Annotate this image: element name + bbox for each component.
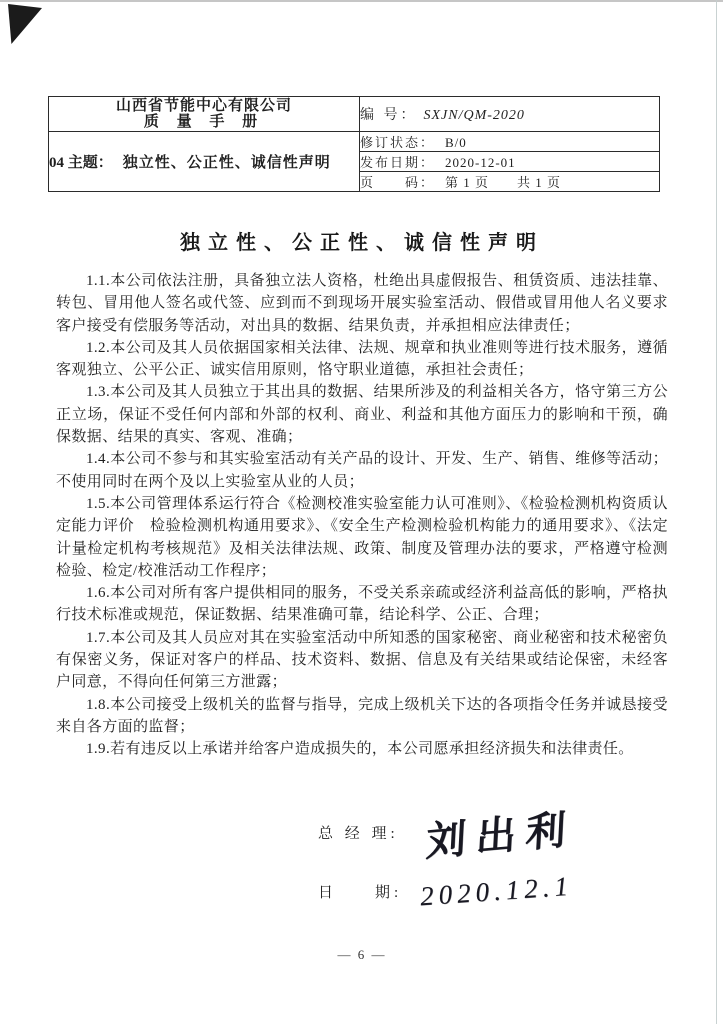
issue-date-label: 发布日期： xyxy=(360,155,436,170)
paragraph-1-3: 1.3.本公司及其人员独立于其出具的数据、结果所涉及的利益相关各方，恪守第三方公正立场，保证不受任何内部和外部的权利、商业、利益和其他方面压力的影响和干预，确保数据、结果的真实、客观、准确； xyxy=(56,384,668,446)
paragraph-1-4: 1.4.本公司不参与和其实验室活动有关产品的设计、开发、生产、销售、维修等活动；不使用同时在两个及以上实验室从业的人员； xyxy=(56,451,668,490)
page-code-cell xyxy=(360,172,660,192)
manager-signature-row xyxy=(318,801,668,865)
date-handwriting: 2020.12.1 xyxy=(419,870,574,912)
doc-number-cell xyxy=(360,97,660,132)
page-number: — 6 — xyxy=(337,946,387,962)
declaration-body xyxy=(56,270,668,761)
paragraph-1-8: 1.8.本公司接受上级机关的监督与指导，完成上级机关下达的各项指令任务并诚恳接受来自各方面的监督； xyxy=(56,696,668,735)
scan-corner-artifact xyxy=(8,4,42,44)
scan-right-edge-artifact xyxy=(716,0,717,1024)
doc-number-value: SXJN/QM-2020 xyxy=(423,108,525,123)
manager-signature-handwriting: 刘出利 xyxy=(424,806,577,865)
document-title: 独立性、公正性、诚信性声明 xyxy=(180,232,544,254)
paragraph-1-1: 1.1.本公司依法注册，具备独立法人资格，杜绝出具虚假报告、租赁资质、违法挂靠、转包、冒用他人签名或代签、应到而不到现场开展实验室活动、假借或冒用他人名义要求客户接受有偿服务等活动，对出具的数据、结果负责，并承担相应法律责任； xyxy=(56,273,668,334)
document-content xyxy=(56,226,668,963)
revision-label: 修订状态： xyxy=(360,135,436,150)
scan-top-edge-artifact xyxy=(0,0,723,2)
subject-label: 04 主题： xyxy=(49,155,113,171)
revision-value: B/0 xyxy=(445,135,467,150)
company-cell xyxy=(49,97,360,132)
manager-label: 总 经 理: xyxy=(318,826,399,843)
doc-number-label: 编 号： xyxy=(360,108,418,123)
subject-value: 独立性、公正性、诚信性声明 xyxy=(122,155,331,171)
subject-cell xyxy=(49,132,360,192)
paragraph-1-5: 1.5.本公司管理体系运行符合《检测校准实验室能力认可准则》、《检验检测机构资质认定能力评价 检验检测机构通用要求》、《安全生产检测检验机构能力的通用要求》、《法定计量检定机构考核规范》及相关法律法规、政策、制度及管理办法的要求，严格遵守检测检验、检定/校准活动工作程序； xyxy=(56,495,668,579)
revision-cell xyxy=(360,132,660,152)
paragraph-1-2: 1.2.本公司及其人员依据国家相关法律、法规、规章和执业准则等进行技术服务，遵循客观独立、公平公正、诚实信用原则，恪守职业道德，承担社会责任； xyxy=(56,339,668,379)
date-row xyxy=(318,869,668,915)
paragraph-1-9: 1.9.若有违反以上承诺并给客户造成损失的，本公司愿承担经济损失和法律责任。 xyxy=(86,741,634,758)
issue-date-cell xyxy=(360,152,660,172)
signature-block xyxy=(318,801,668,915)
paragraph-1-6: 1.6.本公司对所有客户提供相同的服务，不受关系亲疏或经济利益高低的影响，严格执行技术标准或规范，保证数据、结果准确可靠，结论科学、公正、合理； xyxy=(56,585,668,624)
page-code-label: 页 码： xyxy=(360,175,436,190)
paragraph-1-7: 1.7.本公司及其人员应对其在实验室活动中所知悉的国家秘密、商业秘密和技术秘密负有保密义务，保证对客户的样品、技术资料、数据、信息及有关结果或结论保密，未经客户同意，不得向任何第三方泄露； xyxy=(56,629,668,691)
date-label: 日 期: xyxy=(318,885,403,902)
page-code-value: 第 1 页 共 1 页 xyxy=(445,175,562,190)
company-name: 山西省节能中心有限公司 xyxy=(115,98,292,114)
manual-title: 质 量 手 册 xyxy=(143,114,265,130)
document-header-table xyxy=(48,96,660,192)
issue-date-value: 2020-12-01 xyxy=(445,155,516,170)
